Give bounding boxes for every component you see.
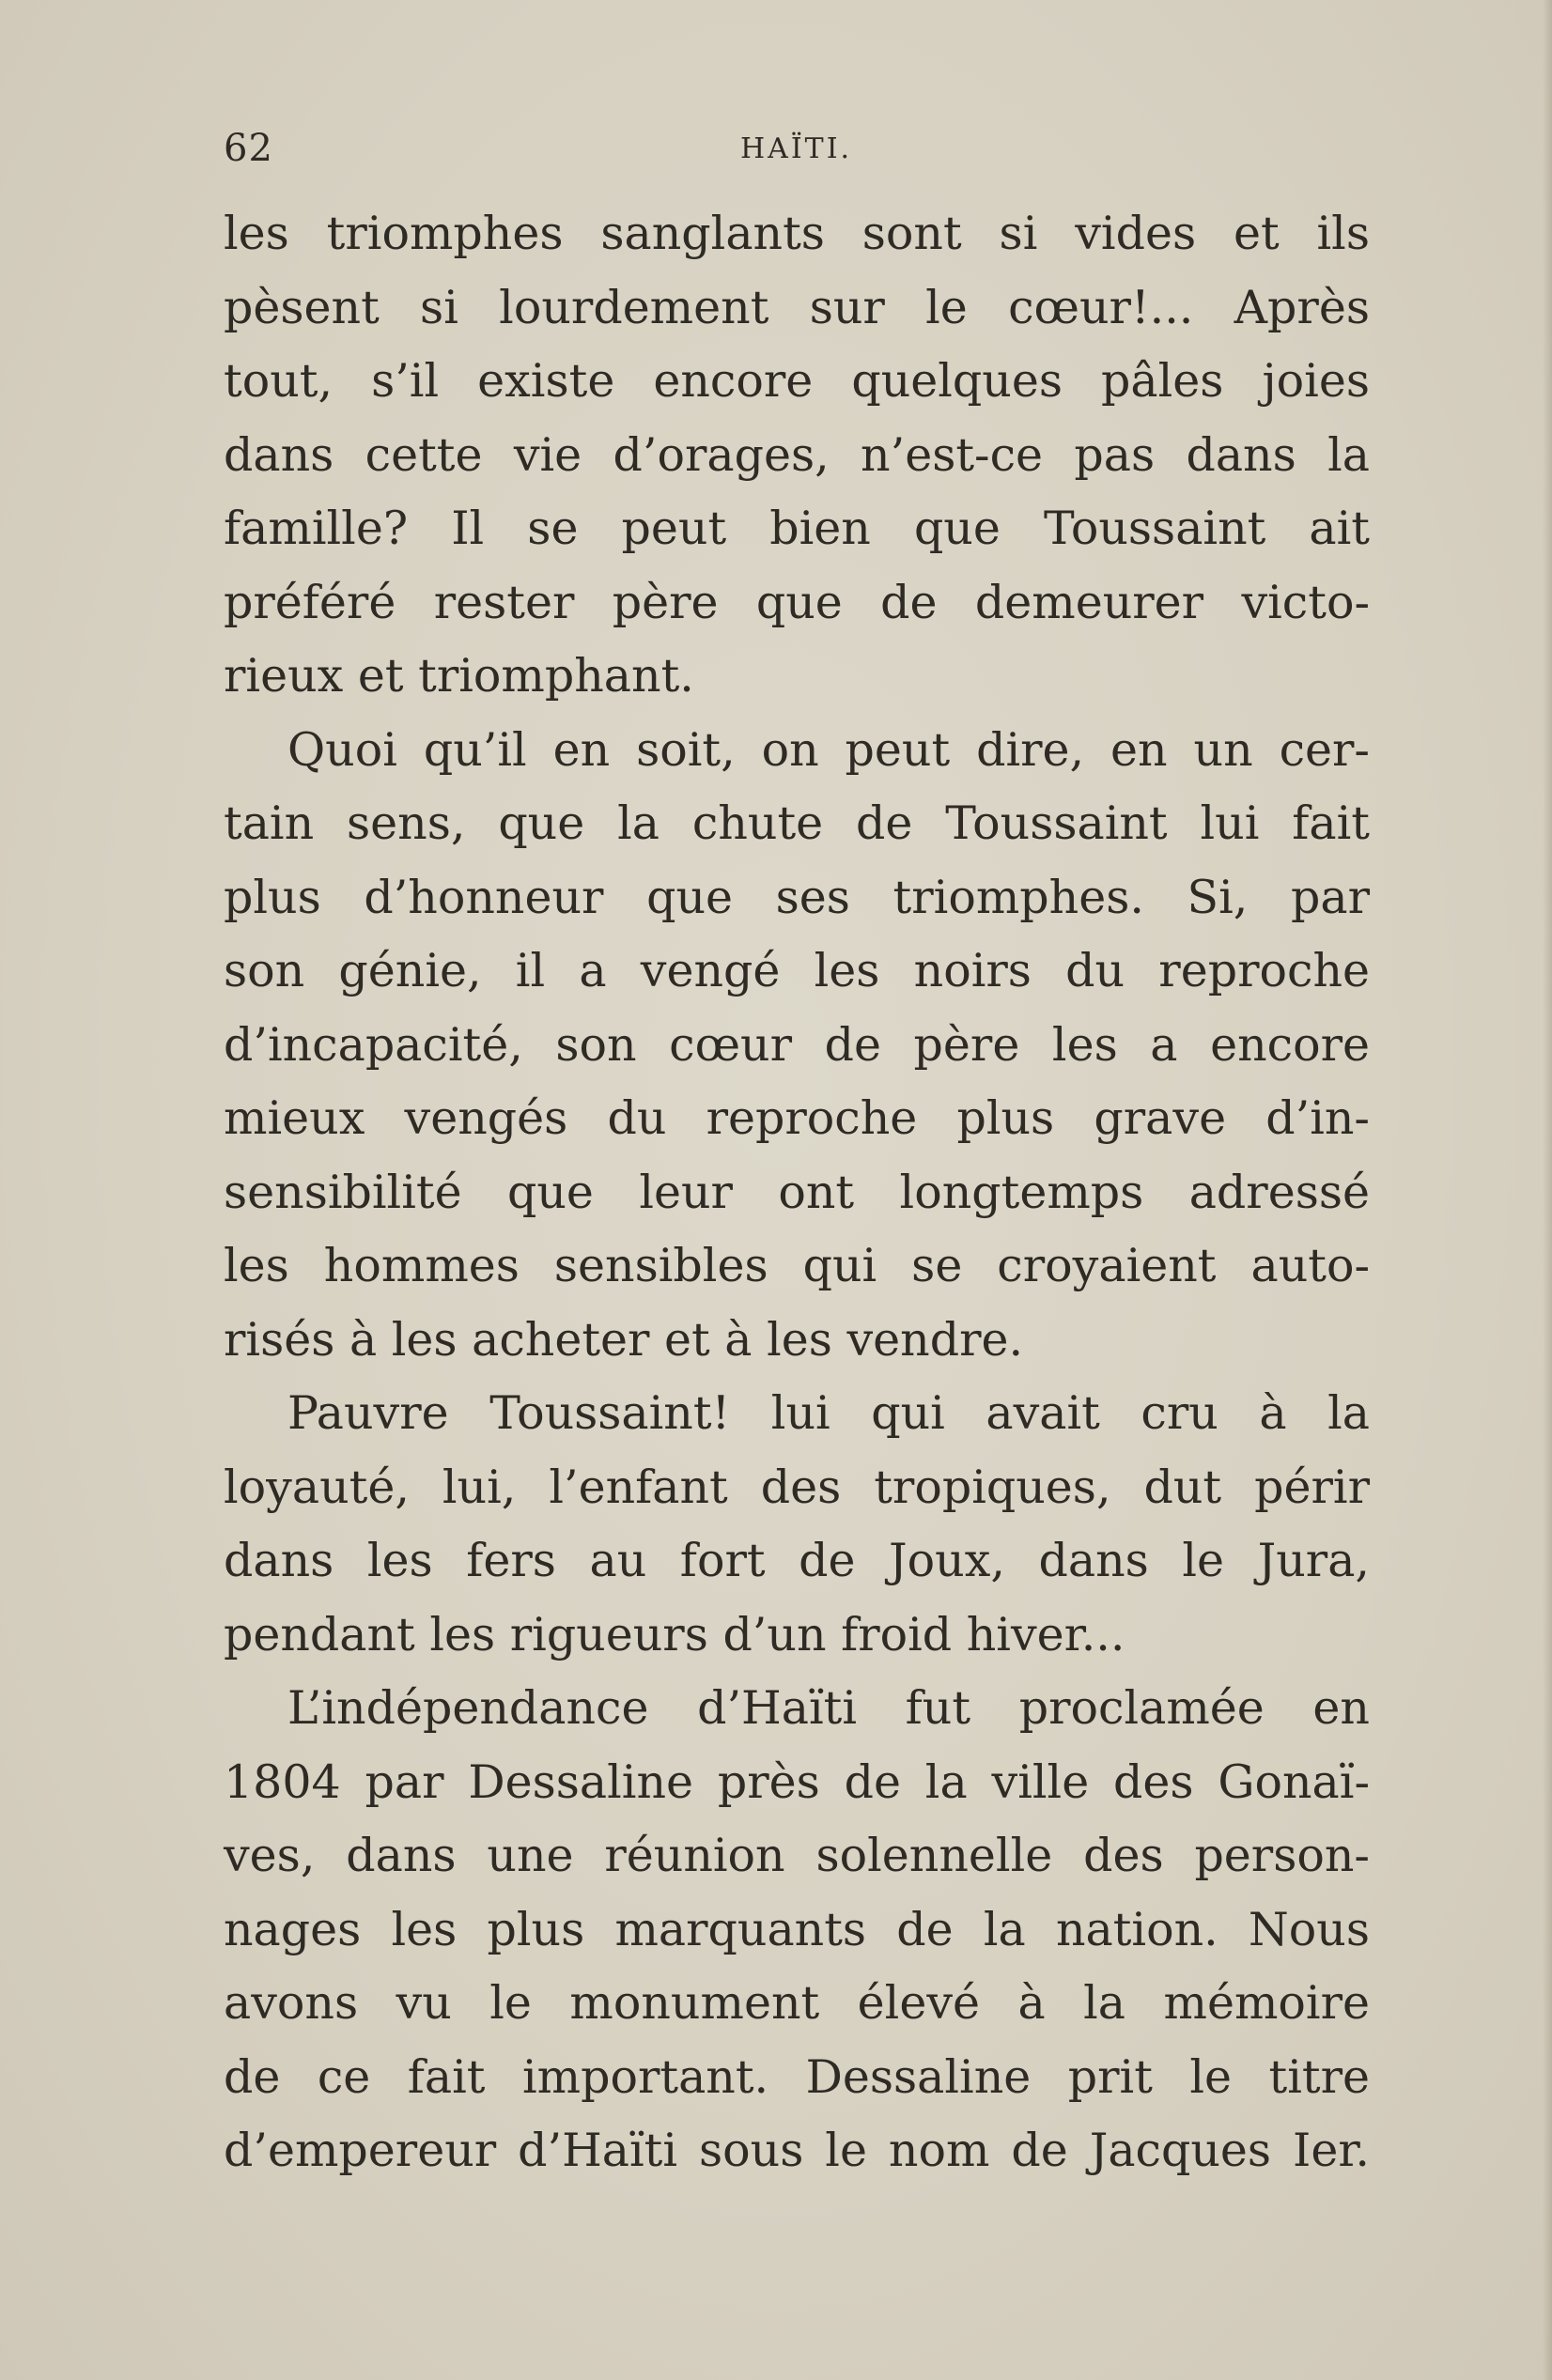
text-line: les hommes sensibles qui se croyaient auto-: [224, 1239, 1370, 1292]
text-line: loyauté, lui, l’enfant des tropiques, dut périr: [224, 1460, 1370, 1514]
text-line: rieux et triomphant.: [224, 649, 694, 703]
text-line: d’incapacité, son cœur de père les a encore: [224, 1017, 1370, 1072]
running-title: HAÏTI.: [740, 132, 853, 165]
page-header: [224, 120, 1370, 177]
text-line: plus d’honneur que ses triomphes. Si, par: [224, 870, 1370, 924]
text-line: son génie, il a vengé les noirs du reproche: [224, 944, 1370, 997]
body-text: [224, 197, 1370, 2188]
text-line: Quoi qu’il en soit, on peut dire, en un cer-: [287, 722, 1370, 777]
text-line: ves, dans une réunion solennelle des person-: [224, 1829, 1370, 1882]
text-line: d’empereur d’Haïti sous le nom de Jacques Ier.: [224, 2124, 1370, 2177]
text-line: risés à les acheter et à les vendre.: [224, 1312, 1024, 1367]
page-edge-shadow: [1543, 0, 1552, 2380]
text-line: de ce fait important. Dessaline prit le titre: [224, 2049, 1370, 2104]
text-line: 1804 par Dessaline près de la ville des Gonaï-: [224, 1754, 1370, 1809]
text-line: mieux vengés du reproche plus grave d’in-: [224, 1091, 1370, 1145]
text-line: avons vu le monument élevé à la mémoire: [224, 1976, 1370, 2030]
text-line: pèsent si lourdement sur le cœur!... Après: [224, 280, 1370, 334]
text-line: dans cette vie d’orages, n’est-ce pas dans la: [224, 427, 1370, 482]
text-line: les triomphes sanglants sont si vides et ils: [224, 207, 1370, 260]
text-line: sensibilité que leur ont longtemps adressé: [224, 1165, 1370, 1219]
text-line: préféré rester père que de demeurer victo-: [224, 575, 1370, 629]
text-line: nages les plus marquants de la nation. Nous: [224, 1902, 1370, 1956]
text-line: tout, s’il existe encore quelques pâles joies: [224, 354, 1370, 408]
text-line: famille? Il se peut bien que Toussaint ait: [224, 502, 1370, 555]
text-line: Pauvre Toussaint! lui qui avait cru à la: [287, 1386, 1370, 1440]
text-line: L’indépendance d’Haïti fut proclamée en: [287, 1681, 1370, 1735]
text-line: tain sens, que la chute de Toussaint lui fait: [224, 796, 1370, 850]
text-line: pendant les rigueurs d’un froid hiver...: [224, 1607, 1125, 1661]
text-line: dans les fers au fort de Joux, dans le Jura,: [224, 1534, 1370, 1587]
page-number: 62: [224, 127, 273, 170]
